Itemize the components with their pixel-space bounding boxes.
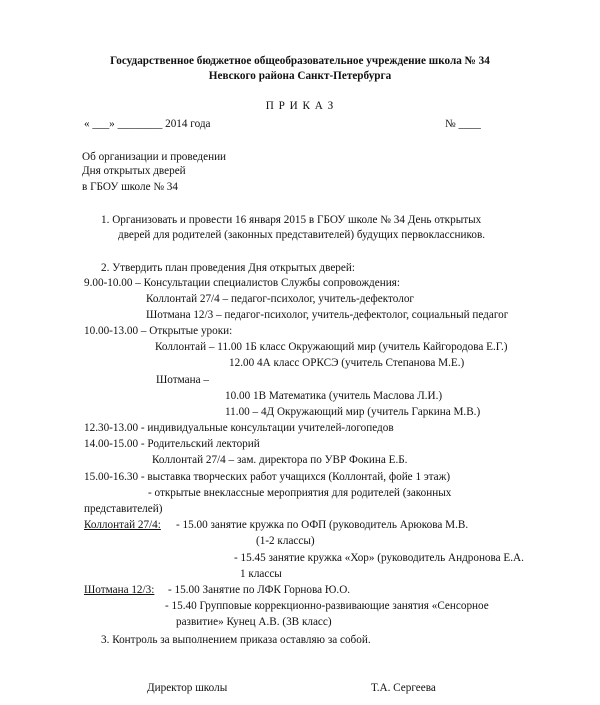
item-2: 2. Утвердить план проведения Дня открытых дверей: bbox=[101, 262, 355, 274]
signature-position: Директор школы bbox=[147, 682, 228, 694]
plan-line: - 15.45 занятие кружка «Хор» (руководитель Андронова Е.А. bbox=[234, 552, 524, 564]
plan-line: Коллонтай 27/4 – педагог-психолог, учитель-дефектолог bbox=[146, 293, 414, 305]
plan-line: 10.00 1В Математика (учитель Маслова Л.И.) bbox=[225, 390, 443, 402]
plan-line: 10.00-13.00 – Открытые уроки: bbox=[84, 325, 233, 337]
plan-line: - 15.00 Занятие по ЛФК Горнова Ю.О. bbox=[168, 584, 351, 596]
plan-line: - открытые внеклассные мероприятия для родителей (законных bbox=[148, 487, 452, 499]
plan-line: 9.00-10.00 – Консультации специалистов Службы сопровождения: bbox=[84, 277, 400, 289]
plan-line: 11.00 – 4Д Окружающий мир (учитель Гаркина М.В.) bbox=[225, 406, 481, 418]
plan-line: (1-2 классы) bbox=[256, 535, 315, 547]
item-3: 3. Контроль за выполнением приказа оставляю за собой. bbox=[101, 634, 371, 646]
plan-line: - 15.00 занятие кружка по ОФП (руководитель Арюкова М.В. bbox=[176, 519, 469, 531]
subject-line-1: Об организации и проведении bbox=[82, 151, 227, 163]
plan-line: 12.00 4А класс ОРКСЭ (учитель Степанова М.Е.) bbox=[229, 357, 465, 369]
org-name-line1: Государственное бюджетное общеобразовательное учреждение школа № 34 bbox=[110, 55, 490, 67]
plan-line: развитие» Кунец А.В. (3В класс) bbox=[176, 616, 332, 628]
plan-line: 12.30-13.00 - индивидуальные консультации учителей-логопедов bbox=[84, 422, 394, 434]
subject-line-2: Дня открытых дверей bbox=[82, 165, 186, 177]
signature-name: Т.А. Сергеева bbox=[371, 682, 436, 694]
plan-line-kollontai: Коллонтай 27/4: bbox=[84, 519, 161, 531]
plan-line: 14.00-15.00 - Родительский лекторий bbox=[84, 438, 260, 450]
plan-line-shotmana: Шотмана 12/3: bbox=[84, 584, 155, 596]
plan-line: Шотмана 12/3 – педагог-психолог, учитель-дефектолог, социальный педагог bbox=[146, 309, 509, 321]
item-1-line-1: 1. Организовать и провести 16 января 2015 в ГБОУ школе № 34 День открытых bbox=[101, 214, 482, 226]
plan-line: Коллонтай – 11.00 1Б класс Окружающий мир (учитель Кайгородова Е.Г.) bbox=[155, 341, 508, 353]
plan-line: представителей) bbox=[84, 503, 163, 515]
subject-line-3: в ГБОУ школе № 34 bbox=[82, 181, 178, 193]
plan-line: 1 классы bbox=[240, 568, 282, 580]
item-1-line-2: дверей для родителей (законных представителей) будущих первоклассников. bbox=[118, 229, 486, 241]
order-number: № ____ bbox=[445, 118, 481, 130]
order-title: П Р И К А З bbox=[265, 100, 335, 112]
plan-line: Коллонтай 27/4 – зам. директора по УВР Фокина Е.Б. bbox=[152, 454, 408, 466]
plan-line: - 15.40 Групповые коррекционно-развивающие занятия «Сенсорное bbox=[165, 600, 489, 612]
order-date: « ___» ________ 2014 года bbox=[84, 118, 211, 130]
plan-line: Шотмана – bbox=[156, 374, 209, 386]
org-name-line2: Невского района Санкт-Петербурга bbox=[208, 70, 392, 82]
plan-line: 15.00-16.30 - выставка творческих работ учащихся (Коллонтай, фойе 1 этаж) bbox=[84, 471, 451, 483]
